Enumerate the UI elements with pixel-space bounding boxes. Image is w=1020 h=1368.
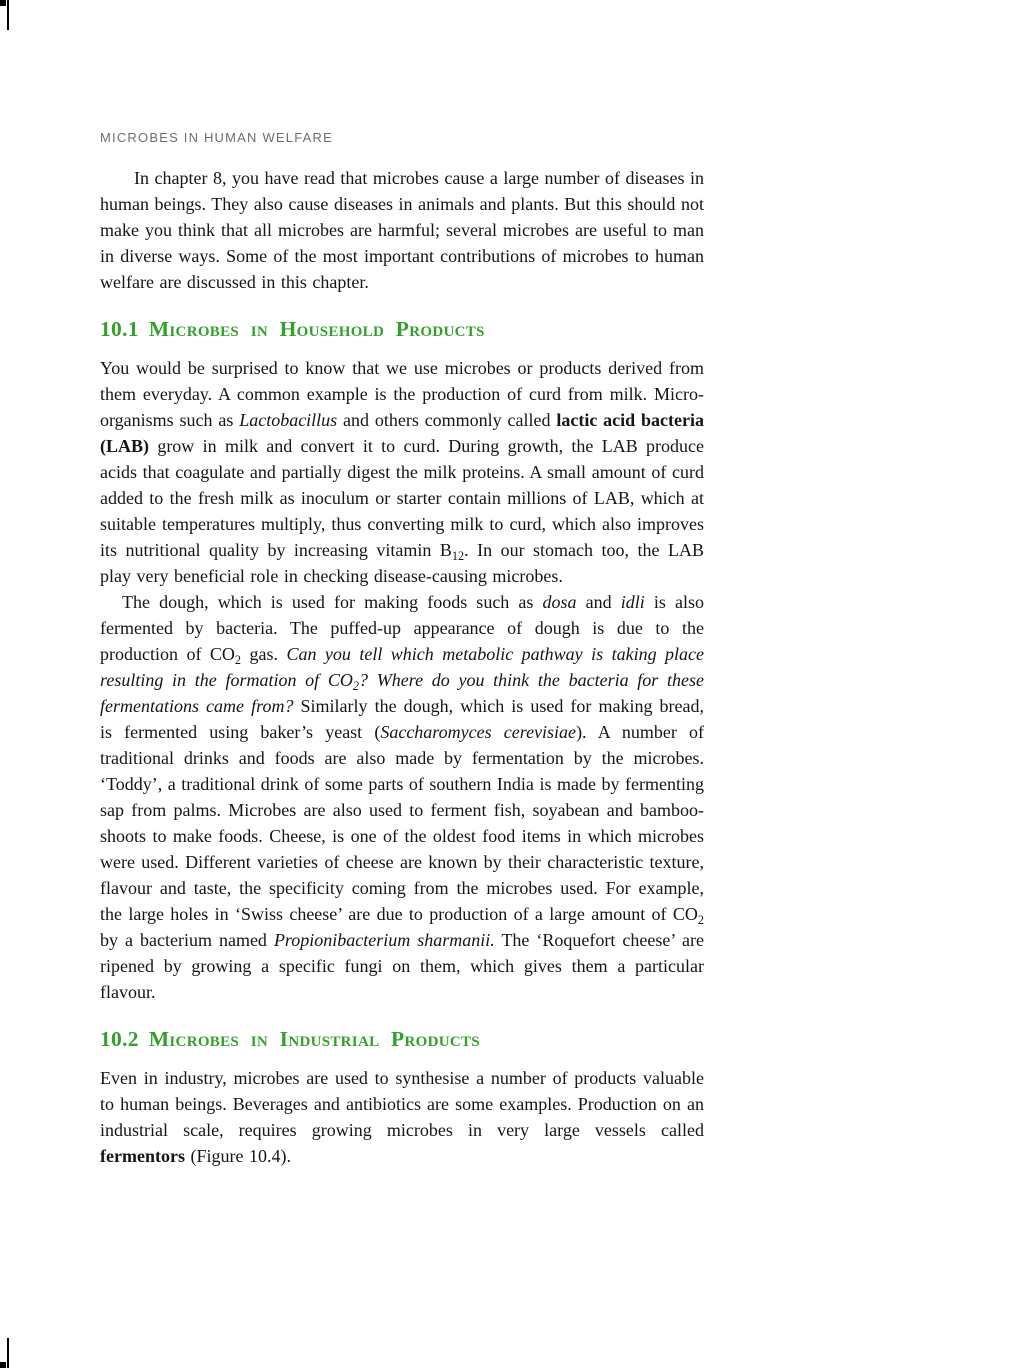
section-title: Microbes in Household Products <box>148 317 485 341</box>
page-content <box>100 130 704 1169</box>
section-heading-10-2 <box>100 1027 704 1052</box>
paragraph-industrial: Even in industry, microbes are used to synthesise a number of products valuable to human beings. Beverages and antibiotics are some examples. Production on an industrial scale, requires growing microbes in very large vessels called fermentors (Figure 10.4). <box>100 1068 704 1166</box>
crop-mark-bar-bottom-left <box>7 1338 9 1368</box>
crop-mark-square-top-left <box>0 0 6 6</box>
section-number: 10.2 <box>100 1027 139 1051</box>
paragraph-household-curd: You would be surprised to know that we use microbes or products derived from them everyday. A common example is the production of curd from milk. Micro-organisms such as Lactobacillus and others commonly called lactic acid bacteria (LAB) grow in milk and convert it to curd. During growth, the LAB produce acids that coagulate and partially digest the milk proteins. A small amount of curd added to the fresh milk as inoculum or starter contain millions of LAB, which at suitable temperatures multiply, thus converting milk to curd, which also improves its nutritional quality by increasing vitamin $B_{12}$. In our stomach too, the LAB play very beneficial role in checking disease-causing microbes. <box>100 358 704 586</box>
section-title: Microbes in Industrial Products <box>148 1027 480 1051</box>
crop-mark-square-bottom-left <box>0 1362 6 1368</box>
running-head: MICROBES IN HUMAN WELFARE <box>100 130 333 145</box>
intro-paragraph: In chapter 8, you have read that microbes cause a large number of diseases in human beings. They also cause diseases in animals and plants. But this should not make you think that all microbes are harmful; several microbes are useful to man in diverse ways. Some of the most important contributions of microbes to human welfare are discussed in this chapter. <box>100 168 704 292</box>
crop-mark-bar-top-left <box>7 0 9 30</box>
section-number: 10.1 <box>100 317 139 341</box>
section-heading-10-1 <box>100 317 704 342</box>
paragraph-dough-cheese: The dough, which is used for making foods such as dosa and idli is also fermented by bacteria. The puffed-up appearance of dough is due to the production of $CO_2$ gas. Can you tell which metabolic pathway is taking place resulting in the formation of $CO_2$? Where do you think the bacteria for these fermentations came from? Similarly the dough, which is used for making bread, is fermented using baker’s yeast (Saccharomyces cerevisiae). A number of traditional drinks and foods are also made by fermentation by the microbes. ‘Toddy’, a traditional drink of some parts of southern India is made by fermenting sap from palms. Microbes are also used to ferment fish, soyabean and bamboo-shoots to make foods. Cheese, is one of the oldest food items in which microbes were used. Different varieties of cheese are known by their characteristic texture, flavour and taste, the specificity coming from the microbes used. For example, the large holes in ‘Swiss cheese’ are due to production of a large amount of $CO_2$ by a bacterium named Propionibacterium sharmanii. The ‘Roquefort cheese’ are ripened by growing a specific fungi on them, which gives them a particular flavour. <box>100 592 705 1002</box>
